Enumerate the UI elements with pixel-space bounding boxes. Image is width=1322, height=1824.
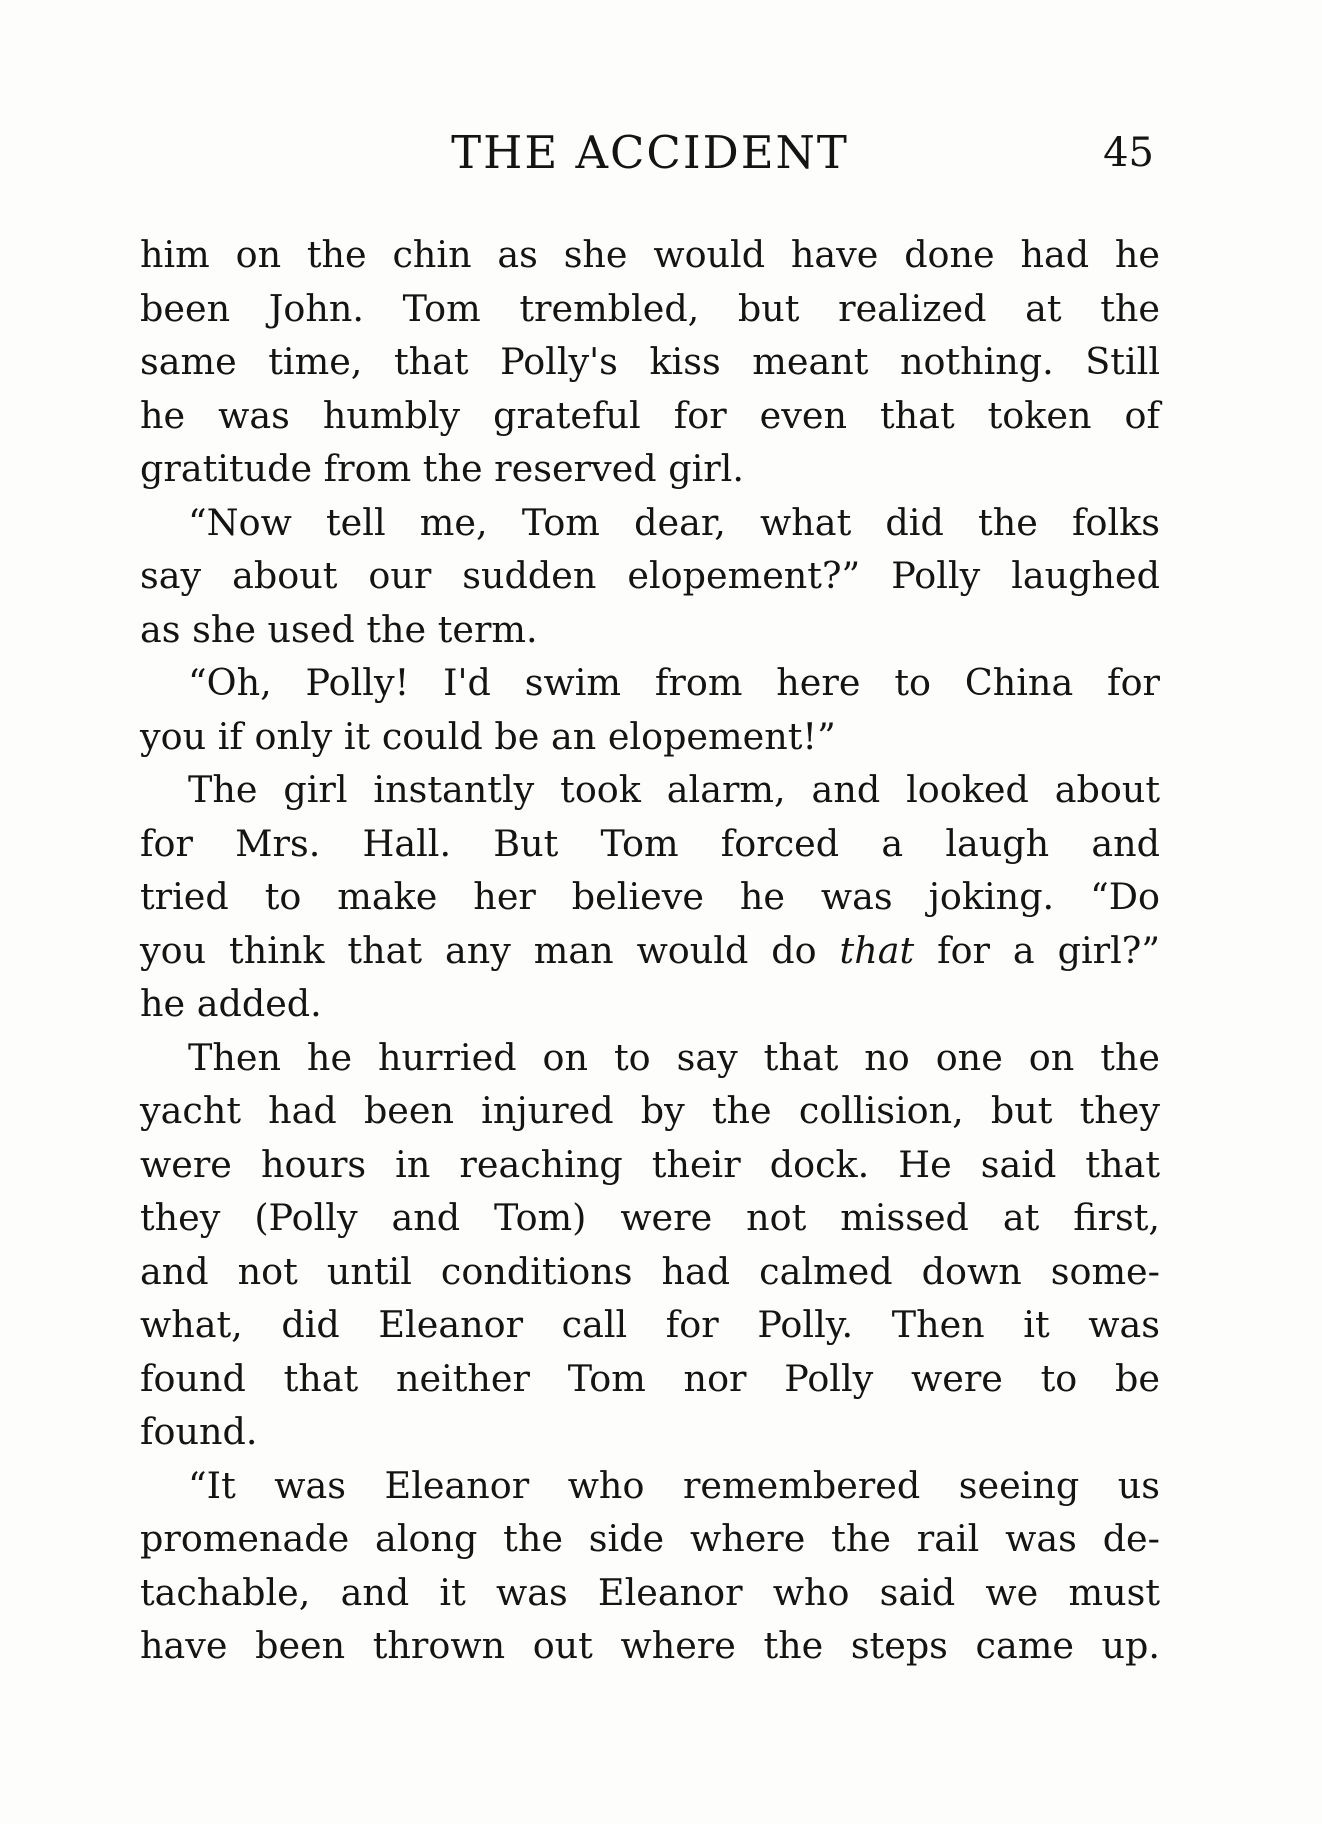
text-line: Then he hurried on to say that no one on the xyxy=(188,1035,1160,1079)
paragraph-3 xyxy=(140,656,1160,763)
text-line: say about our sudden elopement?” Polly laughed xyxy=(140,554,1160,597)
text-line: “Now tell me, Tom dear, what did the folks xyxy=(188,500,1160,544)
text-line: you if only it could be an elopement!” xyxy=(140,714,836,758)
italic-word: that xyxy=(839,928,915,972)
text-line: same time, that Polly's kiss meant nothing. Still xyxy=(140,340,1160,383)
text-line: and not until conditions had calmed down some- xyxy=(140,1249,1160,1293)
text-line: he was humbly grateful for even that token of xyxy=(140,393,1160,437)
text-line: gratitude from the reserved girl. xyxy=(140,447,744,490)
text-line: as she used the term. xyxy=(140,607,538,651)
paragraph-2 xyxy=(140,496,1160,657)
paragraph-6 xyxy=(140,1459,1160,1673)
text-line: found that neither Tom nor Polly were to be xyxy=(140,1356,1160,1400)
text-line: were hours in reaching their dock. He said that xyxy=(140,1142,1160,1186)
text-line: tachable, and it was Eleanor who said we must xyxy=(140,1570,1160,1614)
text-line: The girl instantly took alarm, and looked about xyxy=(188,768,1160,811)
text-line: have been thrown out where the steps came up. xyxy=(140,1624,1160,1667)
text-line: “It was Eleanor who remembered seeing us xyxy=(188,1463,1160,1507)
text-line: him on the chin as she would have done had he xyxy=(140,233,1160,276)
text-line: for Mrs. Hall. But Tom forced a laugh and xyxy=(140,821,1160,865)
paragraph-4 xyxy=(140,763,1160,1031)
text-line: tried to make her believe he was joking. “Do xyxy=(140,875,1160,918)
text-line: found. xyxy=(140,1410,258,1453)
text-line-with-emphasis xyxy=(140,924,1160,978)
text-line: he added. xyxy=(140,982,322,1025)
running-head xyxy=(140,126,1160,196)
text-fragment: you think that any man would do xyxy=(140,928,840,972)
text-line: yacht had been injured by the collision, but they xyxy=(140,1089,1160,1132)
text-line: promenade along the side where the rail was de- xyxy=(140,1517,1160,1560)
paragraph-1 xyxy=(140,228,1160,496)
text-fragment: for a girl?” xyxy=(914,928,1160,972)
text-line: what, did Eleanor call for Polly. Then it was xyxy=(140,1303,1160,1346)
text-line: been John. Tom trembled, but realized at the xyxy=(140,286,1160,330)
running-title: THE ACCIDENT xyxy=(451,126,849,179)
paragraph-5 xyxy=(140,1031,1160,1459)
page-number: 45 xyxy=(1103,130,1154,176)
text-line: they (Polly and Tom) were not missed at first, xyxy=(140,1196,1160,1239)
body-text xyxy=(140,228,1160,1673)
text-line: “Oh, Polly! I'd swim from here to China for xyxy=(188,661,1160,704)
